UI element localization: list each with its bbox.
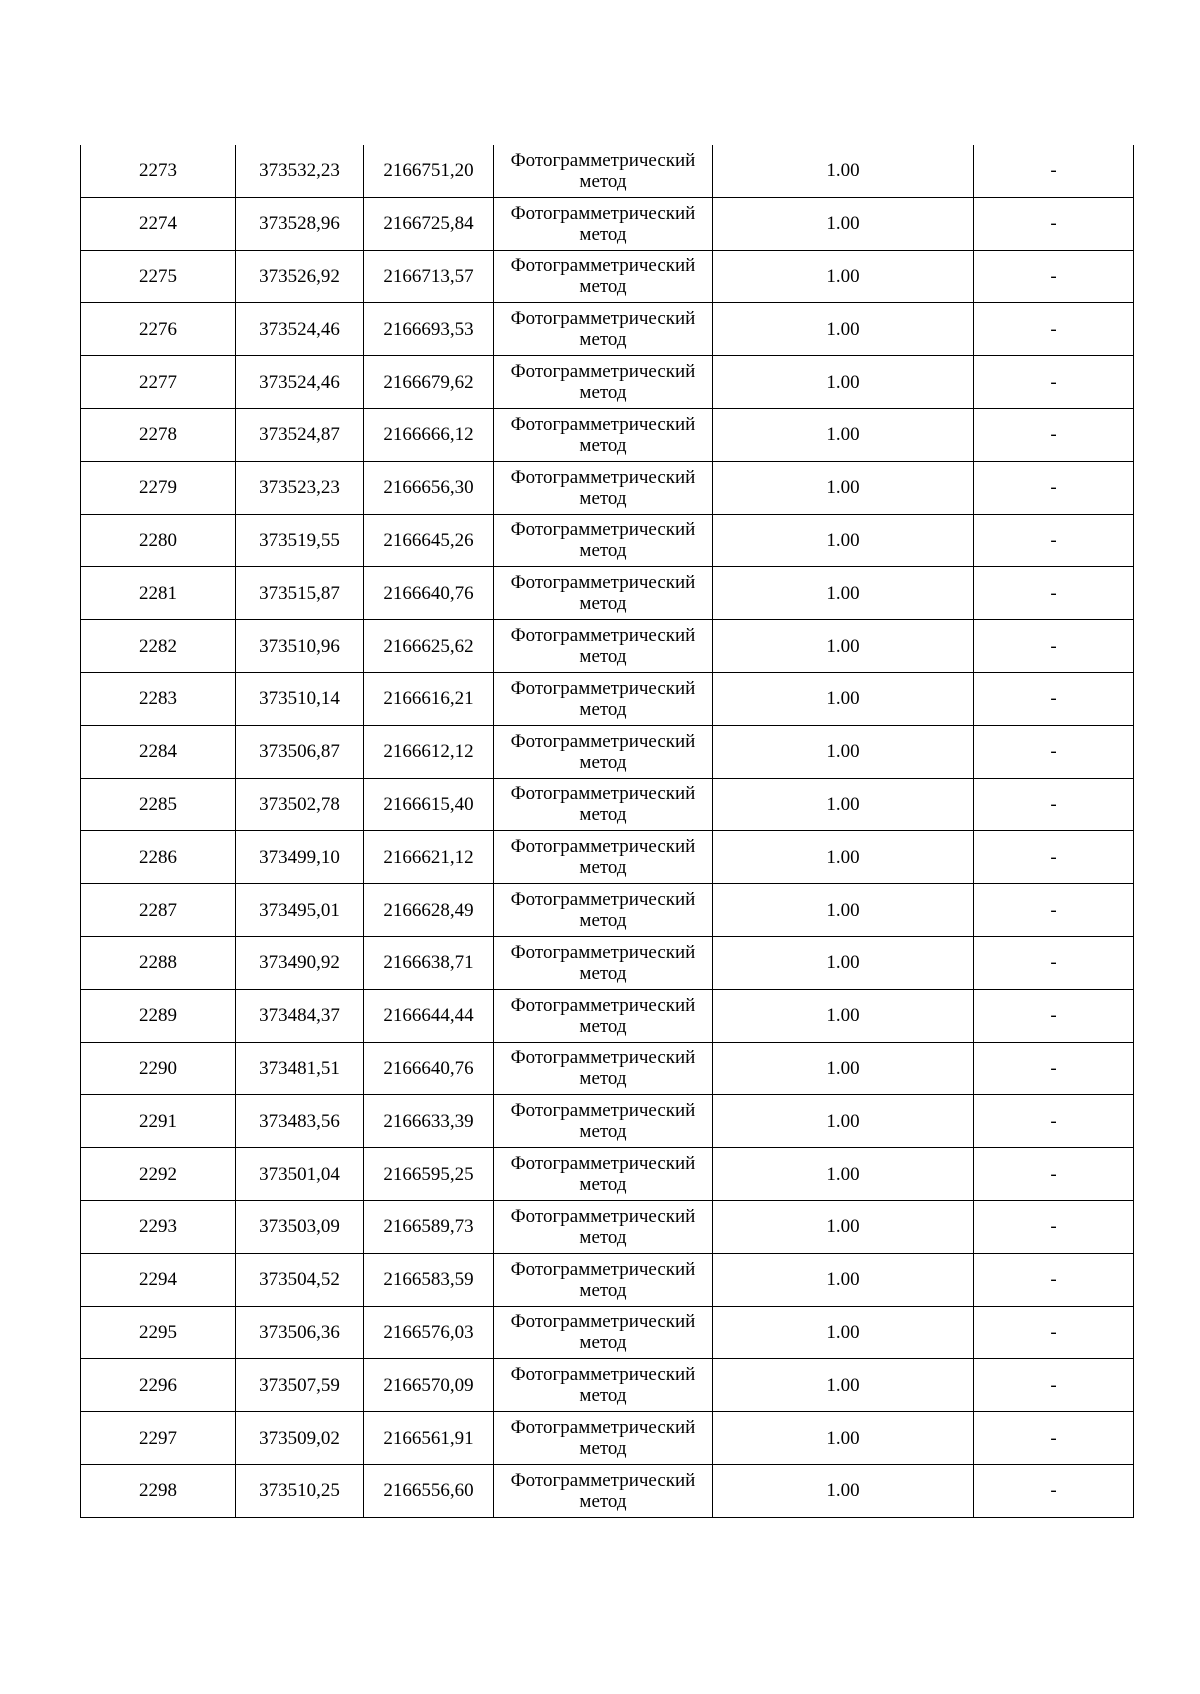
y-coordinate-cell: 2166633,39 [364,1095,494,1148]
table-row [81,250,1134,303]
table-row [81,672,1134,725]
point-number-cell: 2274 [81,197,236,250]
method-text: Фотограмметрический метод [510,1417,696,1460]
method-text: Фотограмметрический метод [510,466,696,509]
point-number-cell: 2294 [81,1253,236,1306]
method-text: Фотограмметрический метод [510,889,696,932]
x-coordinate-cell: 373519,55 [236,514,364,567]
method-text: Фотограмметрический метод [510,730,696,773]
x-coordinate-cell: 373483,56 [236,1095,364,1148]
accuracy-cell: 1.00 [713,672,974,725]
method-text: Фотограмметрический метод [510,994,696,1037]
note-cell: - [974,1148,1134,1201]
method-text: Фотограмметрический метод [510,783,696,826]
table-row [81,989,1134,1042]
note-cell: - [974,884,1134,937]
x-coordinate-cell: 373503,09 [236,1200,364,1253]
accuracy-cell: 1.00 [713,356,974,409]
x-coordinate-cell: 373510,96 [236,620,364,673]
y-coordinate-cell: 2166561,91 [364,1412,494,1465]
method-cell [494,461,713,514]
accuracy-cell: 1.00 [713,1306,974,1359]
x-coordinate-cell: 373510,14 [236,672,364,725]
x-coordinate-cell: 373507,59 [236,1359,364,1412]
table-row [81,620,1134,673]
table-row [81,725,1134,778]
accuracy-cell: 1.00 [713,725,974,778]
point-number-cell: 2290 [81,1042,236,1095]
note-cell: - [974,1359,1134,1412]
table-row [81,1253,1134,1306]
method-cell [494,620,713,673]
y-coordinate-cell: 2166556,60 [364,1464,494,1517]
x-coordinate-cell: 373523,23 [236,461,364,514]
method-text: Фотограмметрический метод [510,1047,696,1090]
table-row [81,1042,1134,1095]
y-coordinate-cell: 2166679,62 [364,356,494,409]
y-coordinate-cell: 2166656,30 [364,461,494,514]
note-cell: - [974,831,1134,884]
point-number-cell: 2291 [81,1095,236,1148]
method-cell [494,672,713,725]
method-cell [494,884,713,937]
note-cell: - [974,989,1134,1042]
point-number-cell: 2279 [81,461,236,514]
point-number-cell: 2283 [81,672,236,725]
table-row [81,936,1134,989]
note-cell: - [974,145,1134,197]
x-coordinate-cell: 373504,52 [236,1253,364,1306]
y-coordinate-cell: 2166612,12 [364,725,494,778]
method-cell [494,1359,713,1412]
y-coordinate-cell: 2166589,73 [364,1200,494,1253]
y-coordinate-cell: 2166645,26 [364,514,494,567]
x-coordinate-cell: 373510,25 [236,1464,364,1517]
note-cell: - [974,461,1134,514]
point-number-cell: 2282 [81,620,236,673]
x-coordinate-cell: 373484,37 [236,989,364,1042]
method-text: Фотограмметрический метод [510,361,696,404]
accuracy-cell: 1.00 [713,831,974,884]
y-coordinate-cell: 2166640,76 [364,1042,494,1095]
method-text: Фотограмметрический метод [510,1100,696,1143]
point-number-cell: 2297 [81,1412,236,1465]
point-number-cell: 2298 [81,1464,236,1517]
method-cell [494,303,713,356]
method-cell [494,1306,713,1359]
x-coordinate-cell: 373526,92 [236,250,364,303]
accuracy-cell: 1.00 [713,145,974,197]
y-coordinate-cell: 2166628,49 [364,884,494,937]
method-cell [494,989,713,1042]
method-cell [494,831,713,884]
note-cell: - [974,1412,1134,1465]
accuracy-cell: 1.00 [713,1253,974,1306]
note-cell: - [974,408,1134,461]
method-text: Фотограмметрический метод [510,625,696,668]
x-coordinate-cell: 373499,10 [236,831,364,884]
method-cell [494,1253,713,1306]
table-row [81,461,1134,514]
accuracy-cell: 1.00 [713,1095,974,1148]
accuracy-cell: 1.00 [713,884,974,937]
table-body [81,145,1134,1517]
method-cell [494,197,713,250]
x-coordinate-cell: 373524,46 [236,356,364,409]
method-cell [494,1464,713,1517]
method-text: Фотограмметрический метод [510,677,696,720]
point-number-cell: 2284 [81,725,236,778]
x-coordinate-cell: 373481,51 [236,1042,364,1095]
accuracy-cell: 1.00 [713,1148,974,1201]
x-coordinate-cell: 373502,78 [236,778,364,831]
method-cell [494,1095,713,1148]
note-cell: - [974,1253,1134,1306]
table-row [81,303,1134,356]
x-coordinate-cell: 373509,02 [236,1412,364,1465]
method-text: Фотограмметрический метод [510,836,696,879]
accuracy-cell: 1.00 [713,1359,974,1412]
method-text: Фотограмметрический метод [510,413,696,456]
point-number-cell: 2288 [81,936,236,989]
x-coordinate-cell: 373532,23 [236,145,364,197]
table-row [81,1464,1134,1517]
method-cell [494,250,713,303]
method-text: Фотограмметрический метод [510,149,696,192]
note-cell: - [974,672,1134,725]
x-coordinate-cell: 373515,87 [236,567,364,620]
table-row [81,514,1134,567]
accuracy-cell: 1.00 [713,989,974,1042]
x-coordinate-cell: 373524,87 [236,408,364,461]
y-coordinate-cell: 2166595,25 [364,1148,494,1201]
point-number-cell: 2292 [81,1148,236,1201]
method-text: Фотограмметрический метод [510,1258,696,1301]
accuracy-cell: 1.00 [713,1200,974,1253]
table-row [81,408,1134,461]
note-cell: - [974,303,1134,356]
point-number-cell: 2273 [81,145,236,197]
x-coordinate-cell: 373528,96 [236,197,364,250]
y-coordinate-cell: 2166666,12 [364,408,494,461]
accuracy-cell: 1.00 [713,936,974,989]
method-text: Фотограмметрический метод [510,519,696,562]
note-cell: - [974,514,1134,567]
y-coordinate-cell: 2166615,40 [364,778,494,831]
point-number-cell: 2287 [81,884,236,937]
note-cell: - [974,778,1134,831]
note-cell: - [974,250,1134,303]
note-cell: - [974,1200,1134,1253]
method-cell [494,936,713,989]
method-text: Фотограмметрический метод [510,1153,696,1196]
y-coordinate-cell: 2166640,76 [364,567,494,620]
point-number-cell: 2280 [81,514,236,567]
table-row [81,145,1134,197]
note-cell: - [974,1306,1134,1359]
method-text: Фотограмметрический метод [510,202,696,245]
method-text: Фотограмметрический метод [510,1205,696,1248]
point-number-cell: 2289 [81,989,236,1042]
y-coordinate-cell: 2166583,59 [364,1253,494,1306]
accuracy-cell: 1.00 [713,778,974,831]
accuracy-cell: 1.00 [713,1412,974,1465]
table-row [81,356,1134,409]
note-cell: - [974,725,1134,778]
accuracy-cell: 1.00 [713,1464,974,1517]
x-coordinate-cell: 373490,92 [236,936,364,989]
x-coordinate-cell: 373506,87 [236,725,364,778]
accuracy-cell: 1.00 [713,250,974,303]
method-cell [494,408,713,461]
accuracy-cell: 1.00 [713,514,974,567]
method-text: Фотограмметрический метод [510,255,696,298]
method-text: Фотограмметрический метод [510,941,696,984]
table-row [81,831,1134,884]
method-cell [494,356,713,409]
point-number-cell: 2278 [81,408,236,461]
table-row [81,1412,1134,1465]
note-cell: - [974,620,1134,673]
method-text: Фотограмметрический метод [510,1469,696,1512]
point-number-cell: 2285 [81,778,236,831]
point-number-cell: 2276 [81,303,236,356]
method-cell [494,514,713,567]
method-cell [494,1200,713,1253]
note-cell: - [974,197,1134,250]
y-coordinate-cell: 2166576,03 [364,1306,494,1359]
point-number-cell: 2286 [81,831,236,884]
table-row [81,1359,1134,1412]
accuracy-cell: 1.00 [713,303,974,356]
accuracy-cell: 1.00 [713,408,974,461]
table-row [81,1200,1134,1253]
table-row [81,1095,1134,1148]
method-text: Фотограмметрический метод [510,1311,696,1354]
point-number-cell: 2295 [81,1306,236,1359]
y-coordinate-cell: 2166713,57 [364,250,494,303]
note-cell: - [974,356,1134,409]
y-coordinate-cell: 2166638,71 [364,936,494,989]
point-number-cell: 2281 [81,567,236,620]
accuracy-cell: 1.00 [713,197,974,250]
x-coordinate-cell: 373506,36 [236,1306,364,1359]
table-row [81,567,1134,620]
note-cell: - [974,1042,1134,1095]
table-row [81,1148,1134,1201]
note-cell: - [974,567,1134,620]
method-text: Фотограмметрический метод [510,308,696,351]
table-row [81,197,1134,250]
coordinates-table [80,145,1134,1518]
method-cell [494,1148,713,1201]
y-coordinate-cell: 2166570,09 [364,1359,494,1412]
y-coordinate-cell: 2166693,53 [364,303,494,356]
table-row [81,1306,1134,1359]
x-coordinate-cell: 373495,01 [236,884,364,937]
method-cell [494,778,713,831]
accuracy-cell: 1.00 [713,1042,974,1095]
method-cell [494,1042,713,1095]
y-coordinate-cell: 2166751,20 [364,145,494,197]
accuracy-cell: 1.00 [713,620,974,673]
method-text: Фотограмметрический метод [510,572,696,615]
x-coordinate-cell: 373524,46 [236,303,364,356]
y-coordinate-cell: 2166616,21 [364,672,494,725]
note-cell: - [974,936,1134,989]
point-number-cell: 2275 [81,250,236,303]
y-coordinate-cell: 2166625,62 [364,620,494,673]
note-cell: - [974,1095,1134,1148]
method-cell [494,145,713,197]
accuracy-cell: 1.00 [713,461,974,514]
y-coordinate-cell: 2166621,12 [364,831,494,884]
method-cell [494,567,713,620]
point-number-cell: 2296 [81,1359,236,1412]
x-coordinate-cell: 373501,04 [236,1148,364,1201]
table-row [81,884,1134,937]
note-cell: - [974,1464,1134,1517]
method-text: Фотограмметрический метод [510,1364,696,1407]
accuracy-cell: 1.00 [713,567,974,620]
method-cell [494,1412,713,1465]
table-row [81,778,1134,831]
y-coordinate-cell: 2166644,44 [364,989,494,1042]
point-number-cell: 2293 [81,1200,236,1253]
method-cell [494,725,713,778]
y-coordinate-cell: 2166725,84 [364,197,494,250]
point-number-cell: 2277 [81,356,236,409]
